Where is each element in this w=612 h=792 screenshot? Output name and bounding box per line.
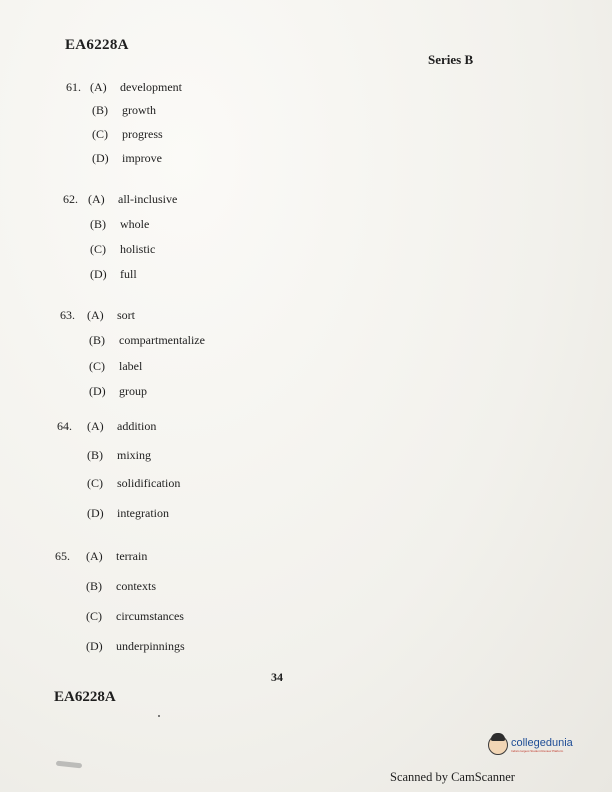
option-a: (A) addition — [87, 419, 157, 433]
logo-brand: collegedunia — [511, 737, 573, 749]
option-d: (D) full — [90, 267, 137, 281]
option-b: (B) contexts — [86, 579, 156, 593]
option-b: (B) whole — [90, 217, 150, 231]
ink-dot — [158, 715, 160, 717]
paper-code-footer: EA6228A — [54, 689, 116, 705]
question-number: 65. — [55, 549, 70, 563]
option-a: (A) terrain — [86, 549, 148, 563]
option-b: (B) growth — [92, 103, 156, 117]
option-d: (D) underpinnings — [86, 639, 185, 653]
option-d: (D) improve — [92, 151, 162, 165]
option-b: (B) mixing — [87, 448, 152, 462]
mascot-icon — [488, 735, 508, 755]
option-c: (C) label — [89, 359, 143, 373]
question-number: 61. — [66, 80, 81, 94]
option-a: (A) sort — [87, 308, 135, 322]
series-label: Series B — [428, 52, 474, 67]
collegedunia-logo — [488, 735, 573, 755]
option-a: (A) all-inclusive — [88, 192, 178, 206]
camscanner-watermark: Scanned by CamScanner — [390, 770, 515, 784]
question-number: 64. — [57, 419, 72, 433]
option-c: (C) circumstances — [86, 609, 184, 623]
question-number: 63. — [60, 308, 75, 322]
option-d: (D) integration — [87, 506, 169, 520]
logo-tagline: India's largest Student Review Platform — [511, 749, 564, 753]
option-c: (C) progress — [92, 127, 163, 141]
option-c: (C) holistic — [90, 242, 156, 256]
page-number: 34 — [271, 670, 283, 684]
question-number: 62. — [63, 192, 78, 206]
option-a: (A) development — [90, 80, 182, 94]
paper-code-header: EA6228A — [65, 37, 129, 53]
option-d: (D) group — [89, 384, 147, 398]
option-c: (C) solidification — [87, 476, 181, 490]
option-b: (B) compartmentalize — [89, 333, 205, 347]
